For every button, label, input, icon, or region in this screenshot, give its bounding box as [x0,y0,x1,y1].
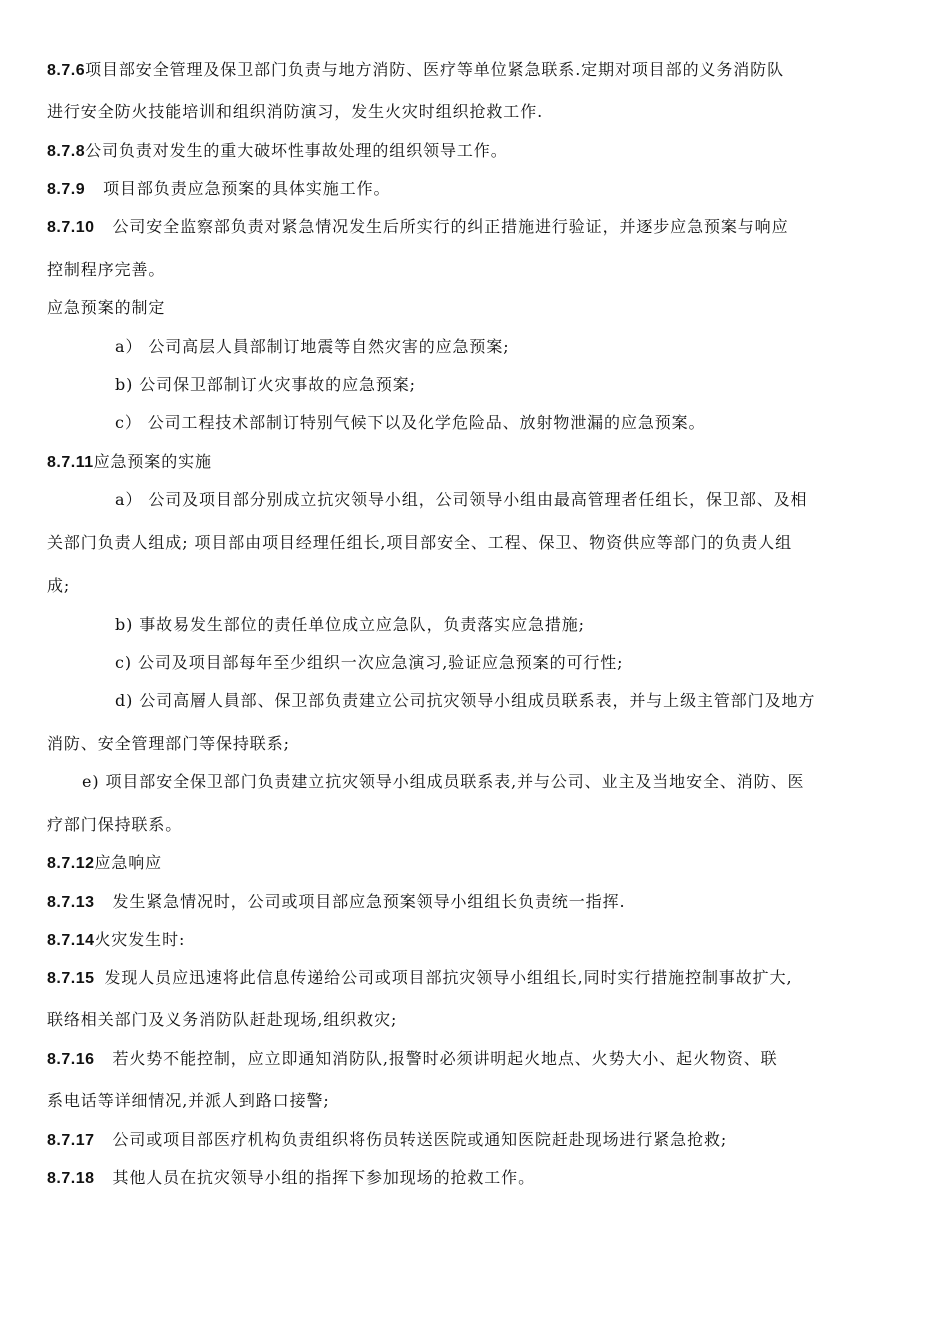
list-item-text: d) 公司高層人員部、保卫部负责建立公司抗灾领导小组成员联系表，并与上级主管部门及地方 [115,691,816,710]
list-item-text: a） 公司高层人員部制订地震等自然灾害的应急预案; [115,337,510,356]
clause-text: 项目部安全管理及保卫部门负责与地方消防、医疗等单位紧急联系.定期对项目部的义务消防队 [85,60,784,79]
clause-text: 公司或项目部医疗机构负责组织将伤员转送医院或通知医院赶赴现场进行紧急抢救; [112,1130,728,1149]
clause-8-7-13 [47,892,625,913]
clause-8-7-9 [47,179,390,200]
clause-8-7-15-line-1 [47,968,792,989]
clause-8-7-10-line-2 [47,260,165,280]
clause-8-7-16-line-1 [47,1049,778,1070]
clause-8-7-15-line-2 [47,1010,397,1030]
clause-number: 8.7.15 [47,970,95,987]
clause-number: 8.7.6 [47,62,86,79]
clause-text: 公司安全监察部负责对紧急情况发生后所实行的纠正措施进行验证，并逐步应急预案与响应 [112,217,789,236]
list-item-text: 消防、安全管理部门等保持联系; [47,734,290,753]
clause-text: 公司负责对发生的重大破坏性事故处理的组织领导工作。 [85,141,508,160]
list-item-continuation [47,734,290,754]
clause-number: 8.7.13 [47,894,95,911]
clause-8-7-10-line-1 [47,217,789,238]
clause-text: 进行安全防火技能培训和组织消防演习，发生火灾时组织抢救工作. [47,102,544,121]
clause-text: 若火势不能控制，应立即通知消防队,报警时必须讲明起火地点、火势大小、起火物资、联 [112,1049,778,1068]
clause-8-7-16-line-2 [47,1091,330,1111]
clause-text: 应急响应 [94,853,163,872]
list-item-text: 关部门负责人组成; 项目部由项目经理任组长,项目部安全、工程、保卫、物资供应等部门的负责人组 [47,533,792,552]
list-item [115,413,705,433]
clause-8-7-18 [47,1168,535,1189]
clause-text: 系电话等详细情况,并派人到路口接警; [47,1091,330,1110]
clause-text: 应急预案的实施 [93,452,212,471]
list-item [115,615,585,635]
list-item [115,653,623,673]
clause-number: 8.7.12 [47,855,95,872]
list-item [115,337,510,357]
clause-number: 8.7.17 [47,1132,95,1149]
list-item-continuation [47,533,792,553]
list-item [82,772,804,792]
clause-text: 发现人员应迅速将此信息传递给公司或项目部抗灾领导小组组长,同时实行措施控制事故扩大, [104,968,793,987]
clause-8-7-12 [47,853,162,874]
list-item-text: c） 公司工程技术部制订特别气候下以及化学危险品、放射物泄漏的应急预案。 [115,413,706,432]
list-item [115,691,815,711]
clause-8-7-17 [47,1130,727,1151]
clause-text: 联络相关部门及义务消防队赶赴现场,组织救灾; [47,1010,398,1029]
list-item [115,375,416,395]
clause-8-7-6-line-2 [47,102,543,122]
clause-8-7-11 [47,452,212,473]
list-item-text: c) 公司及项目部每年至少组织一次应急演习,验证应急预案的可行性; [115,653,624,672]
clause-text: 项目部负责应急预案的具体实施工作。 [103,179,391,198]
clause-number: 8.7.14 [47,932,95,949]
clause-number: 8.7.10 [47,219,95,236]
clause-text: 火灾发生时: [94,930,186,949]
clause-text: 控制程序完善。 [47,260,166,279]
list-item-text: b) 公司保卫部制订火灾事故的应急预案; [115,375,416,394]
clause-8-7-14 [47,930,185,951]
clause-8-7-6-line-1 [47,60,784,81]
list-item [115,490,807,510]
clause-number: 8.7.16 [47,1051,95,1068]
clause-text: 其他人员在抗灾领导小组的指挥下参加现场的抢救工作。 [112,1168,535,1187]
list-item-continuation [47,815,182,835]
list-item-text: 疗部门保持联系。 [47,815,183,834]
list-item-continuation [47,576,70,596]
clause-number: 8.7.9 [47,181,86,198]
list-item-text: 成; [47,576,71,595]
clause-8-7-8 [47,141,508,162]
clause-number: 8.7.8 [47,143,86,160]
clause-text: 发生紧急情况时，公司或项目部应急预案领导小组组长负责统一指挥. [112,892,626,911]
section-heading [47,298,165,318]
list-item-text: b) 事故易发生部位的责任单位成立应急队，负责落实应急措施; [115,615,585,634]
heading-text: 应急预案的制定 [47,298,166,317]
clause-number: 8.7.11 [47,454,94,471]
list-item-text: e) 项目部安全保卫部门负责建立抗灾领导小组成员联系表,并与公司、业主及当地安全、消防、医 [82,772,805,791]
list-item-text: a） 公司及项目部分别成立抗灾领导小组，公司领导小组由最高管理者任组长，保卫部、及相 [115,490,808,509]
clause-number: 8.7.18 [47,1170,95,1187]
